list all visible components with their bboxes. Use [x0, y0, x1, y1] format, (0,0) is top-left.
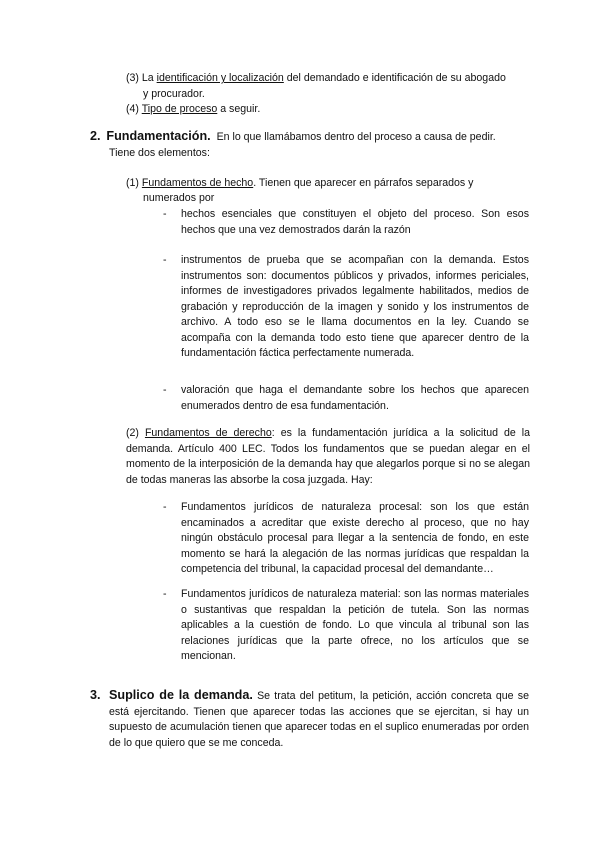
- facts-bullet-2: instrumentos de prueba que se acompañan con la demanda. Estos instrumentos son: documentos públicos y privados, informes periciales, informes de investigadores privados legalmente habilitados, medios de grabación y reproducción de la imagen y sonido y los instrumentos de archivo. A todo eso se le llama documentos en la ley. Cuando se acompaña con la demanda todo esto tiene que aparecer dentro de la fundamentación fáctica perfectamente numerada.: [181, 254, 529, 359]
- item-facts-cont: numerados por: [143, 192, 215, 204]
- section-3-paragraph: 3. Suplico de la demanda. Se trata del petitum, la petición, acción concreta que se está ejercitando. Tienen que aparecer todas las acciones que se ejercitan, si hay un supuesto de acumulación tienen que aparecer todas en el suplico enumeradas por orden de lo que quiero que se me conceda.: [90, 688, 529, 749]
- section-2-title: Fundamentación.: [106, 129, 211, 143]
- bullet-dash: -: [163, 588, 167, 600]
- law-bullet-1: Fundamentos jurídicos de naturaleza procesal: son los que están encaminados a acreditar que existe derecho al proceso, que no hay ningún obstáculo procesal para llegar a la sentencia de fondo, en este momento se hará la alegación de las normas jurídicas que respaldan la competencia del tribunal, la capacidad procesal del demandante…: [181, 501, 529, 575]
- identification-link-text: identificación y localización: [156, 72, 284, 84]
- bullet-dash: -: [163, 254, 167, 266]
- list-item-process-type: (4) Tipo de proceso a seguir.: [126, 103, 261, 115]
- list-item-identification: (3) La identificación y localización del demandado e identificación de su abogado: [126, 72, 506, 84]
- law-bullet-2: Fundamentos jurídicos de naturaleza material: son las normas materiales o sustantivas que respaldan la petición de tutela. Son las normas aplicables a la cuestión de fondo. Lo que vincula al tribunal son las relaciones jurídicas que la parte ofrece, no los artículos que se mencionan.: [181, 588, 529, 662]
- bullet-dash: -: [163, 501, 167, 513]
- list-item-identification-cont: y procurador.: [143, 88, 205, 100]
- section-2-intro-cont: Tiene dos elementos:: [109, 147, 210, 159]
- item-law: (2) Fundamentos de derecho: es la fundamentación jurídica a la solicitud de la demanda. Artículo 400 LEC. Todos los fundamentos que se puedan alegar en el momento de la interposición de la demanda hay que alegarlos porque si no se alegan de todas maneras las absorbe la cosa juzgada. Hay:: [126, 427, 531, 486]
- facts-bullet-1: hechos esenciales que constituyen el objeto del proceso. Son esos hechos que una vez demostrados darán la razón: [181, 208, 529, 236]
- bullet-dash: -: [163, 384, 167, 396]
- section-3-title: Suplico de la demanda.: [109, 688, 253, 702]
- section-2-heading: 2. Fundamentación. En lo que llamábamos dentro del proceso a causa de pedir.: [90, 129, 496, 143]
- facts-bullet-3: valoración que haga el demandante sobre los hechos que aparecen enumerados dentro de esa fundamentación.: [181, 384, 529, 412]
- item-facts: (1) Fundamentos de hecho. Tienen que aparecer en párrafos separados y: [126, 177, 474, 189]
- bullet-dash: -: [163, 208, 167, 220]
